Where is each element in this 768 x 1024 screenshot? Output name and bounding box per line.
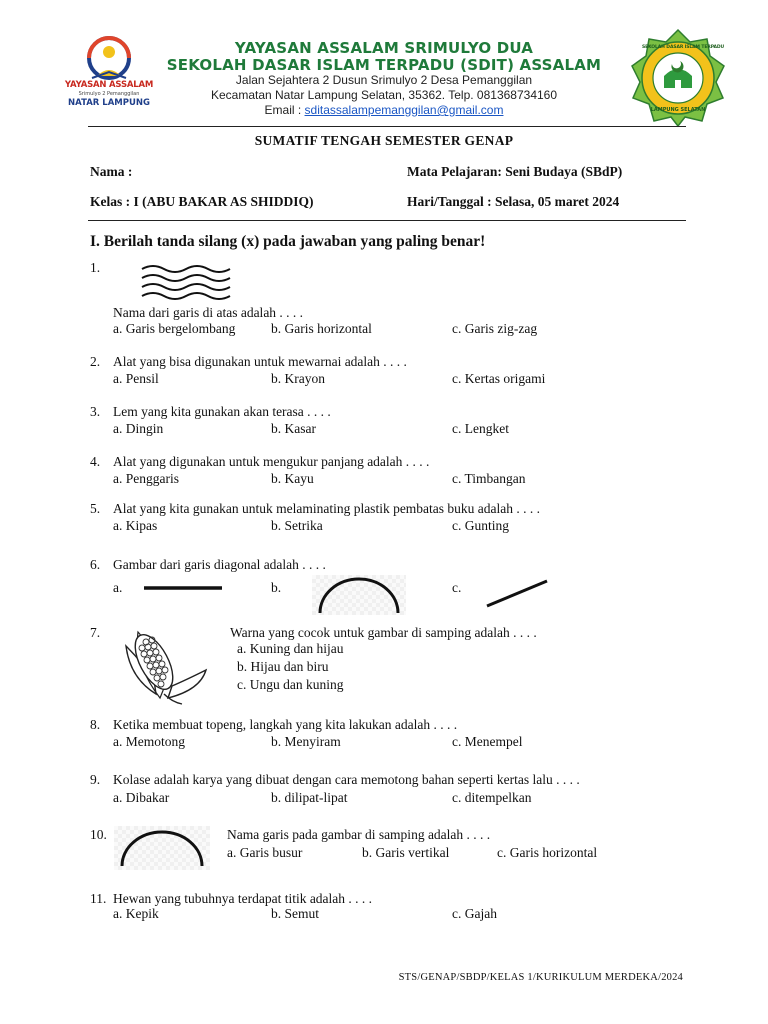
question-text: Alat yang digunakan untuk mengukur panjang adalah . . . . [113, 454, 430, 469]
option-a[interactable]: a. Kuning dan hijau [237, 641, 344, 656]
org-name-line2: SEKOLAH DASAR ISLAM TERPADU (SDIT) ASSALAM [166, 56, 602, 74]
question-text: Alat yang bisa digunakan untuk mewarnai adalah . . . . [113, 354, 407, 369]
option-b[interactable]: b. dilipat-lipat [271, 790, 348, 805]
section-title: I. Berilah tanda silang (x) pada jawaban yang paling benar! [90, 233, 486, 250]
question-text: Alat yang kita gunakan untuk melaminating plastik pembatas buku adalah . . . . [113, 501, 541, 516]
option-c[interactable]: c. [452, 580, 462, 595]
option-a[interactable]: a. [113, 580, 123, 595]
option-b[interactable]: b. [271, 580, 282, 595]
arc-line-icon [114, 826, 210, 870]
option-a[interactable]: a. Pensil [113, 371, 159, 386]
date-label: Hari/Tanggal : Selasa, 05 maret 2024 [407, 194, 620, 209]
question-number: 7. [90, 625, 101, 640]
footer-code: STS/GENAP/SBDP/KELAS 1/KURIKULUM MERDEKA/2024 [398, 972, 683, 983]
yayasan-logo-top-text: YAYASAN ASSALAM [64, 80, 154, 90]
option-b[interactable]: b. Kasar [271, 421, 316, 436]
option-c[interactable]: c. Gunting [452, 518, 509, 533]
option-a[interactable]: a. Memotong [113, 734, 185, 749]
option-b[interactable]: b. Setrika [271, 518, 323, 533]
option-b[interactable]: b. Kayu [271, 471, 314, 486]
exam-title: SUMATIF TENGAH SEMESTER GENAP [254, 133, 514, 148]
question-text: Hewan yang tubuhnya terdapat titik adalah . . . . [113, 891, 373, 906]
org-name-line1: YAYASAN ASSALAM SRIMULYO DUA [234, 39, 534, 57]
option-a[interactable]: a. Penggaris [113, 471, 179, 486]
question-number: 6. [90, 557, 101, 572]
question-number: 2. [90, 354, 101, 369]
option-b[interactable]: b. Semut [271, 906, 320, 921]
wavy-lines-icon [140, 263, 230, 299]
option-b[interactable]: b. Hijau dan biru [237, 659, 329, 674]
question-text: Lem yang kita gunakan akan terasa . . . . [113, 404, 331, 419]
option-c[interactable]: c. Lengket [452, 421, 509, 436]
arc-line-icon [312, 575, 406, 615]
option-a[interactable]: a. Garis busur [227, 845, 303, 860]
option-c[interactable]: c. Garis horizontal [497, 845, 598, 860]
option-a[interactable]: a. Dibakar [113, 790, 170, 805]
question-number: 8. [90, 717, 101, 732]
option-a[interactable]: a. Kepik [113, 906, 159, 921]
yayasan-logo-bottom-text: NATAR LAMPUNG [68, 98, 150, 108]
option-a[interactable]: a. Kipas [113, 518, 158, 533]
info-divider [88, 220, 686, 221]
student-name-label: Nama : [90, 164, 133, 179]
option-c[interactable]: c. Menempel [452, 734, 523, 749]
question-text: Kolase adalah karya yang dibuat dengan cara memotong bahan seperti kertas lalu . . . . [113, 772, 580, 787]
option-b[interactable]: b. Menyiram [271, 734, 341, 749]
option-c[interactable]: c. Garis zig-zag [452, 321, 538, 336]
option-b[interactable]: b. Garis horizontal [271, 321, 372, 336]
question-text: Ketika membuat topeng, langkah yang kita lakukan adalah . . . . [113, 717, 458, 732]
yayasan-logo-mid-text: Srimulyo 2 Pemanggilan [78, 91, 140, 97]
header-divider [88, 126, 686, 127]
question-number: 3. [90, 404, 101, 419]
question-number: 5. [90, 501, 101, 516]
class-label: Kelas : I (ABU BAKAR AS SHIDDIQ) [90, 194, 314, 209]
email-label: Email : [264, 103, 305, 117]
question-text: Nama dari garis di atas adalah . . . . [113, 305, 304, 320]
sdit-logo-bottom-text: LAMPUNG SELATAN [650, 107, 706, 113]
subject-label: Mata Pelajaran: Seni Budaya (SBdP) [407, 164, 623, 179]
question-number: 10. [90, 827, 107, 842]
corn-icon [120, 628, 212, 708]
diagonal-line-icon [484, 578, 550, 608]
question-number: 1. [90, 260, 101, 275]
address-line2: Kecamatan Natar Lampung Selatan, 35362. Telp. 081368734160 [210, 88, 558, 102]
horizontal-line-icon [144, 584, 224, 592]
question-text: Gambar dari garis diagonal adalah . . . . [113, 557, 326, 572]
option-c[interactable]: c. Timbangan [452, 471, 526, 486]
address-line1: Jalan Sejahtera 2 Dusun Srimulyo 2 Desa Pemanggilan [235, 73, 533, 87]
option-a[interactable]: a. Garis bergelombang [113, 321, 236, 336]
question-number: 11. [90, 891, 107, 906]
question-number: 4. [90, 454, 101, 469]
question-text: Warna yang cocok untuk gambar di samping adalah . . . . [230, 625, 537, 640]
sdit-logo-ring-text: SEKOLAH DASAR ISLAM TERPADU [642, 45, 725, 50]
option-c[interactable]: c. ditempelkan [452, 790, 532, 805]
option-c[interactable]: c. Gajah [452, 906, 497, 921]
email-link[interactable]: sditassalampemanggilan@gmail.com [304, 103, 504, 117]
option-c[interactable]: c. Kertas origami [452, 371, 546, 386]
option-b[interactable]: b. Garis vertikal [362, 845, 450, 860]
option-b[interactable]: b. Krayon [271, 371, 325, 386]
question-number: 9. [90, 772, 101, 787]
question-text: Nama garis pada gambar di samping adalah . . . . [227, 827, 491, 842]
option-c[interactable]: c. Ungu dan kuning [237, 677, 344, 692]
email-line [0, 103, 768, 117]
option-a[interactable]: a. Dingin [113, 421, 164, 436]
